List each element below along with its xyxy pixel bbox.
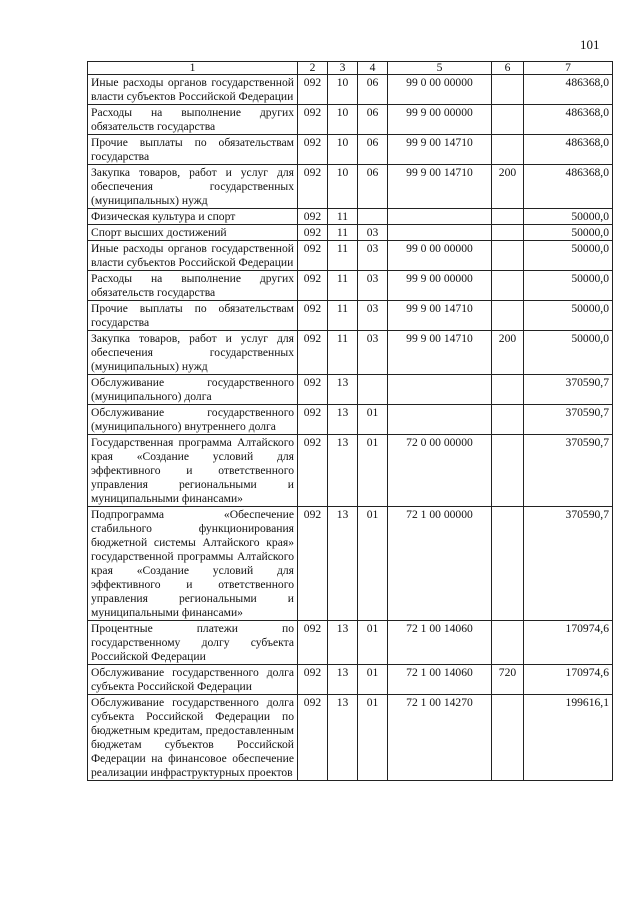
row-amount-cell: 50000,0 <box>524 225 613 241</box>
row-expense-type-cell <box>492 209 524 225</box>
row-subsection-cell: 01 <box>358 621 388 665</box>
row-expense-type-cell <box>492 241 524 271</box>
row-admin-code-cell: 092 <box>298 271 328 301</box>
row-admin-code-cell: 092 <box>298 695 328 781</box>
row-subsection-cell: 03 <box>358 225 388 241</box>
row-name-cell: Закупка товаров, работ и услуг для обеспечения государственных (муниципальных) нужд <box>88 331 298 375</box>
row-target-article-cell: 72 1 00 14060 <box>388 621 492 665</box>
budget-table <box>87 61 613 781</box>
table-row <box>88 75 613 105</box>
row-section-cell: 13 <box>328 695 358 781</box>
row-name-cell: Государственная программа Алтайского края «Создание условий для эффективного и ответственного управления региональными и муниципальными финансами» <box>88 435 298 507</box>
row-target-article-cell: 72 1 00 14060 <box>388 665 492 695</box>
row-target-article-cell: 72 1 00 14270 <box>388 695 492 781</box>
header-cell: 7 <box>524 62 613 75</box>
row-name-cell: Расходы на выполнение других обязательств государства <box>88 105 298 135</box>
row-admin-code-cell: 092 <box>298 375 328 405</box>
row-subsection-cell: 03 <box>358 241 388 271</box>
row-admin-code-cell: 092 <box>298 165 328 209</box>
row-name-cell: Прочие выплаты по обязательствам государства <box>88 301 298 331</box>
header-cell: 4 <box>358 62 388 75</box>
table-row <box>88 135 613 165</box>
row-subsection-cell: 03 <box>358 331 388 375</box>
row-amount-cell: 170974,6 <box>524 665 613 695</box>
row-expense-type-cell <box>492 435 524 507</box>
table-row <box>88 105 613 135</box>
row-expense-type-cell <box>492 301 524 331</box>
row-section-cell: 11 <box>328 331 358 375</box>
table-row <box>88 695 613 781</box>
row-amount-cell: 486368,0 <box>524 105 613 135</box>
row-subsection-cell: 03 <box>358 271 388 301</box>
row-section-cell: 13 <box>328 665 358 695</box>
row-target-article-cell: 99 9 00 00000 <box>388 105 492 135</box>
row-subsection-cell <box>358 209 388 225</box>
row-amount-cell: 50000,0 <box>524 331 613 375</box>
row-name-cell: Спорт высших достижений <box>88 225 298 241</box>
row-amount-cell: 486368,0 <box>524 75 613 105</box>
row-admin-code-cell: 092 <box>298 75 328 105</box>
header-cell: 6 <box>492 62 524 75</box>
row-name-cell: Закупка товаров, работ и услуг для обеспечения государственных (муниципальных) нужд <box>88 165 298 209</box>
row-amount-cell: 370590,7 <box>524 375 613 405</box>
page-number: 101 <box>580 37 600 52</box>
row-admin-code-cell: 092 <box>298 301 328 331</box>
row-name-cell: Обслуживание государственного (муниципального) внутреннего долга <box>88 405 298 435</box>
row-amount-cell: 50000,0 <box>524 301 613 331</box>
row-target-article-cell <box>388 209 492 225</box>
row-section-cell: 11 <box>328 225 358 241</box>
row-name-cell: Иные расходы органов государственной власти субъектов Российской Федерации <box>88 75 298 105</box>
row-subsection-cell: 01 <box>358 507 388 621</box>
row-admin-code-cell: 092 <box>298 331 328 375</box>
row-expense-type-cell <box>492 135 524 165</box>
row-name-cell: Подпрограмма «Обеспечение стабильного функционирования бюджетной системы Алтайского края» государственной программы Алтайского края «Создание условий для эффективного и ответственного управления региональными и муниципальными финансами» <box>88 507 298 621</box>
row-subsection-cell: 01 <box>358 695 388 781</box>
header-row <box>88 62 613 75</box>
row-target-article-cell <box>388 375 492 405</box>
row-name-cell: Обслуживание государственного долга субъекта Российской Федерации <box>88 665 298 695</box>
row-expense-type-cell: 720 <box>492 665 524 695</box>
table-row <box>88 665 613 695</box>
row-target-article-cell: 72 0 00 00000 <box>388 435 492 507</box>
row-section-cell: 11 <box>328 241 358 271</box>
row-subsection-cell: 06 <box>358 75 388 105</box>
row-section-cell: 13 <box>328 621 358 665</box>
row-section-cell: 13 <box>328 405 358 435</box>
row-name-cell: Иные расходы органов государственной власти субъектов Российской Федерации <box>88 241 298 271</box>
row-expense-type-cell <box>492 271 524 301</box>
table-row <box>88 165 613 209</box>
row-admin-code-cell: 092 <box>298 209 328 225</box>
table-row <box>88 507 613 621</box>
table-row <box>88 271 613 301</box>
table-row <box>88 435 613 507</box>
row-target-article-cell: 99 9 00 14710 <box>388 135 492 165</box>
header-cell: 1 <box>88 62 298 75</box>
row-subsection-cell: 06 <box>358 135 388 165</box>
row-amount-cell: 50000,0 <box>524 241 613 271</box>
row-expense-type-cell: 200 <box>492 331 524 375</box>
row-subsection-cell: 03 <box>358 301 388 331</box>
row-section-cell: 13 <box>328 507 358 621</box>
row-expense-type-cell <box>492 695 524 781</box>
row-admin-code-cell: 092 <box>298 435 328 507</box>
row-subsection-cell: 01 <box>358 435 388 507</box>
row-target-article-cell: 99 9 00 14710 <box>388 331 492 375</box>
row-name-cell: Расходы на выполнение других обязательств государства <box>88 271 298 301</box>
table-row <box>88 209 613 225</box>
row-expense-type-cell <box>492 405 524 435</box>
row-admin-code-cell: 092 <box>298 405 328 435</box>
row-section-cell: 10 <box>328 165 358 209</box>
row-section-cell: 13 <box>328 375 358 405</box>
row-section-cell: 11 <box>328 301 358 331</box>
row-amount-cell: 50000,0 <box>524 271 613 301</box>
table-row <box>88 621 613 665</box>
row-section-cell: 10 <box>328 105 358 135</box>
row-name-cell: Процентные платежи по государственному долгу субъекта Российской Федерации <box>88 621 298 665</box>
row-target-article-cell: 72 1 00 00000 <box>388 507 492 621</box>
row-subsection-cell: 01 <box>358 665 388 695</box>
table-row <box>88 375 613 405</box>
row-section-cell: 13 <box>328 435 358 507</box>
row-section-cell: 10 <box>328 75 358 105</box>
row-target-article-cell <box>388 405 492 435</box>
row-expense-type-cell <box>492 105 524 135</box>
row-amount-cell: 170974,6 <box>524 621 613 665</box>
row-expense-type-cell: 200 <box>492 165 524 209</box>
header-cell: 2 <box>298 62 328 75</box>
row-expense-type-cell <box>492 375 524 405</box>
row-name-cell: Физическая культура и спорт <box>88 209 298 225</box>
table-row <box>88 331 613 375</box>
row-name-cell: Прочие выплаты по обязательствам государства <box>88 135 298 165</box>
row-subsection-cell: 06 <box>358 165 388 209</box>
row-admin-code-cell: 092 <box>298 105 328 135</box>
table-row <box>88 225 613 241</box>
row-admin-code-cell: 092 <box>298 135 328 165</box>
row-admin-code-cell: 092 <box>298 241 328 271</box>
row-admin-code-cell: 092 <box>298 621 328 665</box>
row-target-article-cell: 99 9 00 00000 <box>388 271 492 301</box>
row-target-article-cell: 99 9 00 14710 <box>388 301 492 331</box>
row-amount-cell: 370590,7 <box>524 405 613 435</box>
row-expense-type-cell <box>492 621 524 665</box>
row-name-cell: Обслуживание государственного долга субъекта Российской Федерации по бюджетным кредитам, предоставленным бюджетам субъектов Российской Федерации на финансовое обеспечение реализации инфраструктурных проектов <box>88 695 298 781</box>
row-target-article-cell: 99 9 00 14710 <box>388 165 492 209</box>
header-cell: 3 <box>328 62 358 75</box>
row-subsection-cell <box>358 375 388 405</box>
row-expense-type-cell <box>492 225 524 241</box>
row-target-article-cell: 99 0 00 00000 <box>388 241 492 271</box>
row-expense-type-cell <box>492 507 524 621</box>
row-section-cell: 10 <box>328 135 358 165</box>
row-admin-code-cell: 092 <box>298 665 328 695</box>
row-amount-cell: 370590,7 <box>524 435 613 507</box>
row-subsection-cell: 06 <box>358 105 388 135</box>
row-amount-cell: 486368,0 <box>524 165 613 209</box>
row-name-cell: Обслуживание государственного (муниципального) долга <box>88 375 298 405</box>
table-row <box>88 301 613 331</box>
row-target-article-cell <box>388 225 492 241</box>
row-admin-code-cell: 092 <box>298 507 328 621</box>
row-amount-cell: 50000,0 <box>524 209 613 225</box>
table-row <box>88 241 613 271</box>
row-section-cell: 11 <box>328 271 358 301</box>
row-subsection-cell: 01 <box>358 405 388 435</box>
row-amount-cell: 486368,0 <box>524 135 613 165</box>
header-cell: 5 <box>388 62 492 75</box>
row-expense-type-cell <box>492 75 524 105</box>
row-target-article-cell: 99 0 00 00000 <box>388 75 492 105</box>
row-amount-cell: 370590,7 <box>524 507 613 621</box>
row-admin-code-cell: 092 <box>298 225 328 241</box>
table-row <box>88 405 613 435</box>
row-amount-cell: 199616,1 <box>524 695 613 781</box>
row-section-cell: 11 <box>328 209 358 225</box>
